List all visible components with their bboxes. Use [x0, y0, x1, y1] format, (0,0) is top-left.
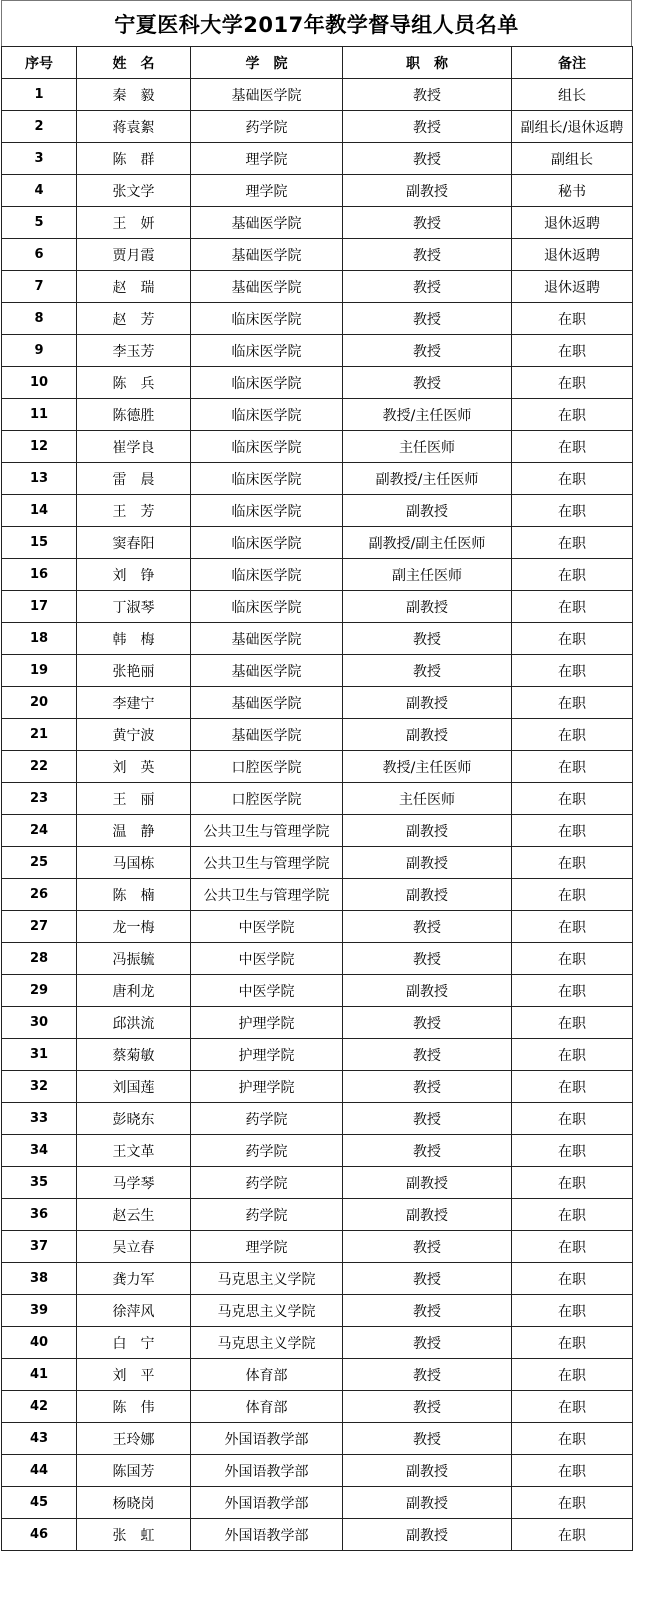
cell-name: 王玲娜 [77, 1423, 191, 1455]
table-row [2, 463, 633, 495]
cell-index: 7 [2, 271, 77, 303]
cell-college: 公共卫生与管理学院 [191, 879, 343, 911]
cell-remark: 在职 [512, 1487, 633, 1519]
cell-remark: 组长 [512, 79, 633, 111]
cell-index: 34 [2, 1135, 77, 1167]
cell-remark: 在职 [512, 975, 633, 1007]
cell-remark: 在职 [512, 399, 633, 431]
table-row [2, 1231, 633, 1263]
cell-remark: 在职 [512, 1103, 633, 1135]
cell-remark: 在职 [512, 1455, 633, 1487]
cell-title: 教授 [343, 303, 512, 335]
cell-name: 杨晓岗 [77, 1487, 191, 1519]
cell-name: 王 丽 [77, 783, 191, 815]
cell-remark: 副组长/退休返聘 [512, 111, 633, 143]
cell-college: 基础医学院 [191, 655, 343, 687]
cell-remark: 在职 [512, 559, 633, 591]
cell-index: 36 [2, 1199, 77, 1231]
cell-remark: 退休返聘 [512, 271, 633, 303]
cell-title: 主任医师 [343, 431, 512, 463]
cell-index: 26 [2, 879, 77, 911]
cell-index: 13 [2, 463, 77, 495]
page-title: 宁夏医科大学2017年教学督导组人员名单 [1, 0, 632, 46]
cell-title: 教授 [343, 111, 512, 143]
cell-name: 王 芳 [77, 495, 191, 527]
cell-title: 副教授 [343, 495, 512, 527]
table-row [2, 1327, 633, 1359]
cell-title: 教授/主任医师 [343, 751, 512, 783]
cell-remark: 在职 [512, 1423, 633, 1455]
cell-name: 陈 群 [77, 143, 191, 175]
table-row [2, 911, 633, 943]
cell-title: 副教授 [343, 719, 512, 751]
cell-name: 赵 芳 [77, 303, 191, 335]
cell-index: 12 [2, 431, 77, 463]
table-row [2, 1167, 633, 1199]
cell-name: 彭晓东 [77, 1103, 191, 1135]
cell-index: 38 [2, 1263, 77, 1295]
cell-index: 9 [2, 335, 77, 367]
cell-college: 药学院 [191, 1167, 343, 1199]
table-row [2, 1359, 633, 1391]
table-row [2, 879, 633, 911]
cell-remark: 在职 [512, 943, 633, 975]
cell-title: 教授 [343, 1071, 512, 1103]
cell-name: 韩 梅 [77, 623, 191, 655]
cell-college: 基础医学院 [191, 623, 343, 655]
cell-title: 教授 [343, 1007, 512, 1039]
cell-college: 临床医学院 [191, 559, 343, 591]
table-row [2, 1007, 633, 1039]
cell-college: 护理学院 [191, 1071, 343, 1103]
cell-title: 副教授 [343, 1519, 512, 1551]
table-row [2, 495, 633, 527]
cell-index: 11 [2, 399, 77, 431]
cell-college: 基础医学院 [191, 719, 343, 751]
table-row [2, 1263, 633, 1295]
cell-college: 护理学院 [191, 1039, 343, 1071]
cell-name: 刘国莲 [77, 1071, 191, 1103]
cell-name: 张艳丽 [77, 655, 191, 687]
cell-name: 冯振毓 [77, 943, 191, 975]
cell-index: 29 [2, 975, 77, 1007]
cell-remark: 在职 [512, 815, 633, 847]
cell-college: 公共卫生与管理学院 [191, 815, 343, 847]
cell-college: 临床医学院 [191, 367, 343, 399]
table-row [2, 143, 633, 175]
header-index: 序号 [2, 47, 77, 79]
table-row [2, 111, 633, 143]
cell-remark: 在职 [512, 1263, 633, 1295]
cell-index: 44 [2, 1455, 77, 1487]
table-row [2, 1455, 633, 1487]
table-row [2, 943, 633, 975]
cell-index: 27 [2, 911, 77, 943]
table-row [2, 751, 633, 783]
cell-college: 理学院 [191, 175, 343, 207]
cell-title: 副教授 [343, 1455, 512, 1487]
cell-name: 丁淑琴 [77, 591, 191, 623]
cell-college: 护理学院 [191, 1007, 343, 1039]
cell-title: 教授 [343, 239, 512, 271]
header-title: 职 称 [343, 47, 512, 79]
cell-index: 40 [2, 1327, 77, 1359]
table-row [2, 367, 633, 399]
header-name: 姓 名 [77, 47, 191, 79]
cell-college: 药学院 [191, 1103, 343, 1135]
cell-remark: 在职 [512, 1167, 633, 1199]
table-row [2, 1295, 633, 1327]
cell-index: 32 [2, 1071, 77, 1103]
cell-name: 崔学良 [77, 431, 191, 463]
table-row [2, 591, 633, 623]
cell-index: 1 [2, 79, 77, 111]
cell-remark: 在职 [512, 1039, 633, 1071]
table-row [2, 719, 633, 751]
cell-title: 教授 [343, 1039, 512, 1071]
cell-index: 42 [2, 1391, 77, 1423]
cell-college: 马克思主义学院 [191, 1327, 343, 1359]
cell-college: 基础医学院 [191, 271, 343, 303]
cell-remark: 在职 [512, 527, 633, 559]
cell-index: 4 [2, 175, 77, 207]
table-row [2, 239, 633, 271]
cell-name: 马学琴 [77, 1167, 191, 1199]
cell-title: 副教授 [343, 815, 512, 847]
cell-remark: 在职 [512, 1391, 633, 1423]
cell-remark: 退休返聘 [512, 207, 633, 239]
cell-index: 19 [2, 655, 77, 687]
cell-index: 15 [2, 527, 77, 559]
cell-college: 临床医学院 [191, 335, 343, 367]
cell-college: 外国语教学部 [191, 1519, 343, 1551]
cell-name: 黄宁波 [77, 719, 191, 751]
cell-title: 教授 [343, 143, 512, 175]
table-row [2, 1135, 633, 1167]
cell-college: 口腔医学院 [191, 783, 343, 815]
cell-index: 25 [2, 847, 77, 879]
cell-index: 8 [2, 303, 77, 335]
cell-remark: 在职 [512, 623, 633, 655]
cell-remark: 在职 [512, 367, 633, 399]
cell-index: 2 [2, 111, 77, 143]
cell-name: 张 虹 [77, 1519, 191, 1551]
cell-title: 副教授 [343, 975, 512, 1007]
cell-name: 吴立春 [77, 1231, 191, 1263]
cell-name: 窦春阳 [77, 527, 191, 559]
cell-name: 马国栋 [77, 847, 191, 879]
cell-remark: 在职 [512, 1231, 633, 1263]
cell-remark: 在职 [512, 463, 633, 495]
cell-title: 教授 [343, 1423, 512, 1455]
cell-index: 16 [2, 559, 77, 591]
table-row [2, 975, 633, 1007]
cell-college: 中医学院 [191, 911, 343, 943]
cell-title: 教授 [343, 1359, 512, 1391]
cell-title: 教授 [343, 1327, 512, 1359]
cell-index: 18 [2, 623, 77, 655]
cell-index: 5 [2, 207, 77, 239]
cell-index: 3 [2, 143, 77, 175]
cell-title: 教授 [343, 1391, 512, 1423]
cell-title: 教授 [343, 1231, 512, 1263]
table-row [2, 1071, 633, 1103]
cell-college: 临床医学院 [191, 495, 343, 527]
cell-name: 陈 伟 [77, 1391, 191, 1423]
cell-remark: 在职 [512, 1071, 633, 1103]
cell-college: 体育部 [191, 1391, 343, 1423]
cell-remark: 退休返聘 [512, 239, 633, 271]
cell-remark: 在职 [512, 1327, 633, 1359]
cell-title: 教授 [343, 335, 512, 367]
cell-index: 23 [2, 783, 77, 815]
cell-title: 副教授 [343, 687, 512, 719]
cell-title: 副教授 [343, 847, 512, 879]
cell-name: 赵云生 [77, 1199, 191, 1231]
cell-remark: 在职 [512, 591, 633, 623]
table-row [2, 335, 633, 367]
cell-remark: 在职 [512, 751, 633, 783]
table-row [2, 1199, 633, 1231]
cell-title: 教授 [343, 623, 512, 655]
cell-remark: 在职 [512, 847, 633, 879]
cell-college: 临床医学院 [191, 527, 343, 559]
table-row [2, 655, 633, 687]
table-row [2, 1423, 633, 1455]
cell-title: 教授 [343, 1295, 512, 1327]
cell-college: 理学院 [191, 143, 343, 175]
cell-name: 刘 平 [77, 1359, 191, 1391]
cell-college: 药学院 [191, 1199, 343, 1231]
table-row [2, 687, 633, 719]
cell-name: 刘 英 [77, 751, 191, 783]
cell-remark: 在职 [512, 687, 633, 719]
cell-index: 14 [2, 495, 77, 527]
cell-title: 教授/主任医师 [343, 399, 512, 431]
cell-name: 邱洪流 [77, 1007, 191, 1039]
cell-name: 刘 铮 [77, 559, 191, 591]
table-row [2, 559, 633, 591]
cell-index: 45 [2, 1487, 77, 1519]
cell-college: 基础医学院 [191, 207, 343, 239]
cell-title: 副主任医师 [343, 559, 512, 591]
cell-college: 基础医学院 [191, 79, 343, 111]
cell-name: 徐萍风 [77, 1295, 191, 1327]
cell-remark: 秘书 [512, 175, 633, 207]
cell-name: 雷 晨 [77, 463, 191, 495]
cell-college: 外国语教学部 [191, 1487, 343, 1519]
cell-title: 副教授/主任医师 [343, 463, 512, 495]
cell-college: 理学院 [191, 1231, 343, 1263]
cell-name: 白 宁 [77, 1327, 191, 1359]
cell-remark: 在职 [512, 335, 633, 367]
cell-remark: 在职 [512, 1519, 633, 1551]
table-row [2, 1039, 633, 1071]
cell-title: 教授 [343, 1263, 512, 1295]
roster-sheet [1, 0, 632, 1551]
cell-index: 28 [2, 943, 77, 975]
cell-name: 龙一梅 [77, 911, 191, 943]
cell-index: 24 [2, 815, 77, 847]
cell-title: 副教授 [343, 879, 512, 911]
cell-name: 陈 楠 [77, 879, 191, 911]
cell-title: 教授 [343, 271, 512, 303]
cell-title: 副教授 [343, 591, 512, 623]
cell-college: 药学院 [191, 111, 343, 143]
table-row [2, 79, 633, 111]
cell-title: 主任医师 [343, 783, 512, 815]
cell-index: 39 [2, 1295, 77, 1327]
cell-title: 教授 [343, 79, 512, 111]
cell-remark: 在职 [512, 431, 633, 463]
cell-name: 蒋袁絮 [77, 111, 191, 143]
cell-remark: 副组长 [512, 143, 633, 175]
cell-index: 22 [2, 751, 77, 783]
table-row [2, 1487, 633, 1519]
cell-name: 贾月霞 [77, 239, 191, 271]
cell-name: 陈 兵 [77, 367, 191, 399]
cell-college: 基础医学院 [191, 239, 343, 271]
cell-name: 王 妍 [77, 207, 191, 239]
cell-college: 临床医学院 [191, 399, 343, 431]
cell-title: 副教授 [343, 175, 512, 207]
table-row [2, 399, 633, 431]
cell-index: 35 [2, 1167, 77, 1199]
cell-title: 教授 [343, 367, 512, 399]
cell-remark: 在职 [512, 783, 633, 815]
header-remark: 备注 [512, 47, 633, 79]
table-body [2, 79, 633, 1551]
cell-index: 37 [2, 1231, 77, 1263]
cell-index: 46 [2, 1519, 77, 1551]
table-row [2, 1519, 633, 1551]
cell-name: 陈德胜 [77, 399, 191, 431]
cell-college: 口腔医学院 [191, 751, 343, 783]
cell-index: 43 [2, 1423, 77, 1455]
cell-title: 副教授 [343, 1167, 512, 1199]
cell-name: 蔡菊敏 [77, 1039, 191, 1071]
roster-table [1, 46, 633, 1551]
cell-title: 教授 [343, 1103, 512, 1135]
table-row [2, 271, 633, 303]
cell-name: 李建宁 [77, 687, 191, 719]
cell-index: 31 [2, 1039, 77, 1071]
cell-college: 中医学院 [191, 943, 343, 975]
table-header-row [2, 47, 633, 79]
table-row [2, 527, 633, 559]
cell-college: 临床医学院 [191, 431, 343, 463]
cell-title: 教授 [343, 943, 512, 975]
cell-index: 41 [2, 1359, 77, 1391]
cell-college: 中医学院 [191, 975, 343, 1007]
cell-name: 龚力军 [77, 1263, 191, 1295]
table-row [2, 431, 633, 463]
cell-college: 临床医学院 [191, 303, 343, 335]
cell-title: 教授 [343, 207, 512, 239]
table-row [2, 303, 633, 335]
cell-title: 副教授 [343, 1199, 512, 1231]
table-row [2, 1103, 633, 1135]
cell-index: 17 [2, 591, 77, 623]
cell-college: 马克思主义学院 [191, 1295, 343, 1327]
cell-remark: 在职 [512, 1135, 633, 1167]
cell-remark: 在职 [512, 303, 633, 335]
cell-title: 教授 [343, 655, 512, 687]
table-row [2, 847, 633, 879]
cell-college: 基础医学院 [191, 687, 343, 719]
cell-remark: 在职 [512, 719, 633, 751]
cell-name: 张文学 [77, 175, 191, 207]
cell-remark: 在职 [512, 495, 633, 527]
table-row [2, 783, 633, 815]
cell-remark: 在职 [512, 1359, 633, 1391]
cell-remark: 在职 [512, 655, 633, 687]
cell-index: 30 [2, 1007, 77, 1039]
cell-remark: 在职 [512, 1007, 633, 1039]
table-row [2, 1391, 633, 1423]
cell-name: 赵 瑞 [77, 271, 191, 303]
cell-title: 副教授/副主任医师 [343, 527, 512, 559]
cell-title: 教授 [343, 1135, 512, 1167]
cell-name: 王文革 [77, 1135, 191, 1167]
table-row [2, 815, 633, 847]
cell-index: 21 [2, 719, 77, 751]
cell-name: 秦 毅 [77, 79, 191, 111]
cell-title: 副教授 [343, 1487, 512, 1519]
cell-name: 唐利龙 [77, 975, 191, 1007]
cell-name: 温 静 [77, 815, 191, 847]
cell-college: 药学院 [191, 1135, 343, 1167]
cell-title: 教授 [343, 911, 512, 943]
cell-index: 33 [2, 1103, 77, 1135]
cell-index: 20 [2, 687, 77, 719]
cell-remark: 在职 [512, 1199, 633, 1231]
table-row [2, 207, 633, 239]
cell-remark: 在职 [512, 879, 633, 911]
cell-college: 临床医学院 [191, 591, 343, 623]
cell-college: 外国语教学部 [191, 1423, 343, 1455]
cell-college: 临床医学院 [191, 463, 343, 495]
cell-name: 陈国芳 [77, 1455, 191, 1487]
header-college: 学 院 [191, 47, 343, 79]
cell-college: 体育部 [191, 1359, 343, 1391]
cell-college: 马克思主义学院 [191, 1263, 343, 1295]
cell-remark: 在职 [512, 1295, 633, 1327]
cell-remark: 在职 [512, 911, 633, 943]
cell-index: 6 [2, 239, 77, 271]
cell-college: 外国语教学部 [191, 1455, 343, 1487]
cell-index: 10 [2, 367, 77, 399]
cell-name: 李玉芳 [77, 335, 191, 367]
cell-college: 公共卫生与管理学院 [191, 847, 343, 879]
table-row [2, 623, 633, 655]
table-row [2, 175, 633, 207]
